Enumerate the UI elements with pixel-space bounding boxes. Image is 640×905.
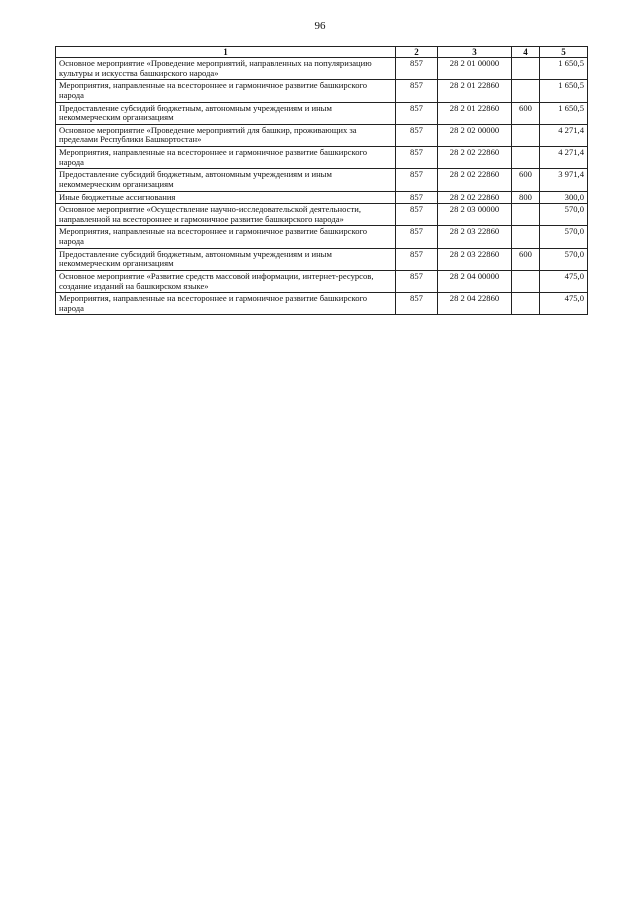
cell-name: Мероприятия, направленные на всестороннее и гармоничное развитие башкирского народа [56,293,396,315]
column-header: 1 [56,47,396,58]
cell-admin-code: 857 [396,293,438,315]
column-header: 2 [396,47,438,58]
table-row [56,58,588,80]
cell-expense-type [512,204,540,226]
cell-admin-code: 857 [396,204,438,226]
cell-name: Основное мероприятие «Осуществление научно-исследовательской деятельности, направленной на всестороннее и гармоничное развитие башкирского народа» [56,204,396,226]
cell-admin-code: 857 [396,58,438,80]
table-row [56,293,588,315]
cell-target-code: 28 2 02 22860 [438,191,512,204]
cell-amount: 1 650,5 [540,80,588,102]
cell-target-code: 28 2 02 22860 [438,169,512,191]
cell-expense-type [512,226,540,248]
cell-expense-type: 800 [512,191,540,204]
cell-amount: 1 650,5 [540,102,588,124]
cell-target-code: 28 2 02 22860 [438,147,512,169]
cell-admin-code: 857 [396,248,438,270]
budget-table [55,46,588,315]
cell-amount: 570,0 [540,204,588,226]
cell-name: Мероприятия, направленные на всестороннее и гармоничное развитие башкирского народа [56,80,396,102]
table-row [56,226,588,248]
cell-amount: 475,0 [540,270,588,292]
cell-target-code: 28 2 01 22860 [438,80,512,102]
cell-admin-code: 857 [396,147,438,169]
cell-amount: 300,0 [540,191,588,204]
cell-amount: 570,0 [540,248,588,270]
cell-name: Мероприятия, направленные на всестороннее и гармоничное развитие башкирского народа [56,226,396,248]
cell-expense-type: 600 [512,169,540,191]
cell-admin-code: 857 [396,270,438,292]
table-body [56,58,588,315]
cell-amount: 4 271,4 [540,147,588,169]
column-header: 5 [540,47,588,58]
cell-admin-code: 857 [396,191,438,204]
cell-target-code: 28 2 04 22860 [438,293,512,315]
cell-admin-code: 857 [396,226,438,248]
cell-expense-type: 600 [512,248,540,270]
cell-name: Предоставление субсидий бюджетным, автономным учреждениям и иным некоммерческим организациям [56,248,396,270]
cell-expense-type [512,124,540,146]
cell-amount: 1 650,5 [540,58,588,80]
cell-target-code: 28 2 01 00000 [438,58,512,80]
table-row [56,124,588,146]
table-row [56,204,588,226]
table-row [56,191,588,204]
cell-name: Основное мероприятие «Развитие средств массовой информации, интернет-ресурсов, создание изданий на башкирском языке» [56,270,396,292]
cell-amount: 4 271,4 [540,124,588,146]
cell-expense-type [512,80,540,102]
table-row [56,270,588,292]
page-number: 96 [314,20,326,32]
column-header: 4 [512,47,540,58]
cell-target-code: 28 2 04 00000 [438,270,512,292]
cell-admin-code: 857 [396,169,438,191]
cell-expense-type: 600 [512,102,540,124]
cell-amount: 475,0 [540,293,588,315]
cell-name: Основное мероприятие «Проведение мероприятий для башкир, проживающих за пределами Республики Башкортостан» [56,124,396,146]
table-row [56,248,588,270]
cell-name: Предоставление субсидий бюджетным, автономным учреждениям и иным некоммерческим организациям [56,102,396,124]
cell-name: Основное мероприятие «Проведение мероприятий, направленных на популяризацию культуры и искусства башкирского народа» [56,58,396,80]
cell-amount: 3 971,4 [540,169,588,191]
table-row [56,147,588,169]
table-row [56,102,588,124]
cell-amount: 570,0 [540,226,588,248]
cell-target-code: 28 2 02 00000 [438,124,512,146]
cell-admin-code: 857 [396,80,438,102]
table-row [56,80,588,102]
column-header: 3 [438,47,512,58]
cell-expense-type [512,270,540,292]
cell-expense-type [512,293,540,315]
cell-target-code: 28 2 03 22860 [438,226,512,248]
cell-target-code: 28 2 03 00000 [438,204,512,226]
cell-admin-code: 857 [396,102,438,124]
cell-admin-code: 857 [396,124,438,146]
cell-target-code: 28 2 01 22860 [438,102,512,124]
cell-name: Мероприятия, направленные на всестороннее и гармоничное развитие башкирского народа [56,147,396,169]
cell-expense-type [512,58,540,80]
cell-name: Иные бюджетные ассигнования [56,191,396,204]
cell-expense-type [512,147,540,169]
table-row [56,169,588,191]
cell-name: Предоставление субсидий бюджетным, автономным учреждениям и иным некоммерческим организациям [56,169,396,191]
cell-target-code: 28 2 03 22860 [438,248,512,270]
table-header-row [56,47,588,58]
